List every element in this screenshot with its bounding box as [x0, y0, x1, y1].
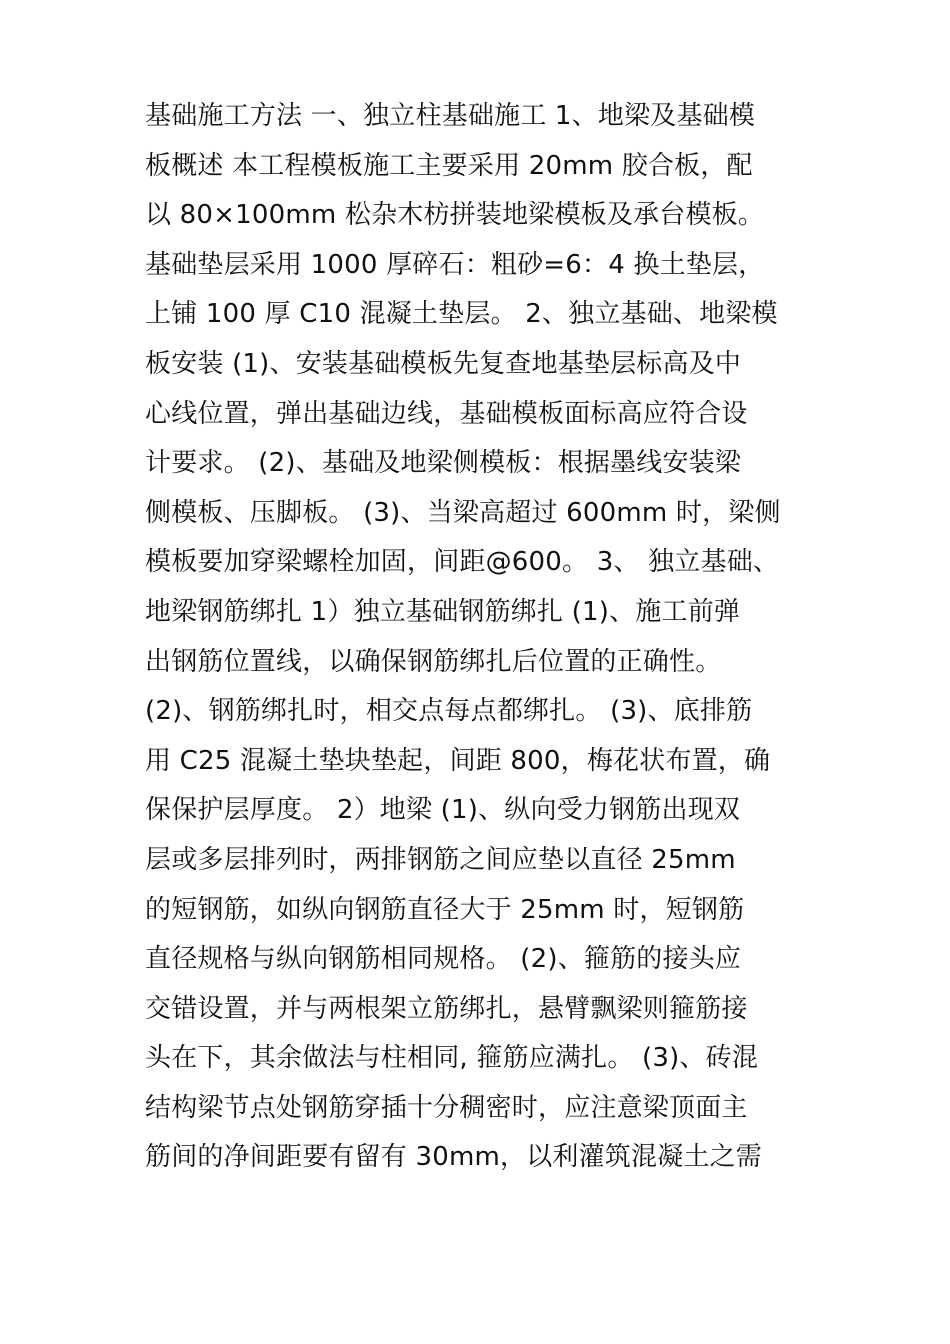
- text-line: 侧模板、压脚板。 (3)、当梁高超过 600mm 时，梁侧: [145, 497, 781, 528]
- text-line: 上铺 100 厚 C10 混凝土垫层。 2、独立基础、地梁模: [145, 299, 778, 330]
- text-line: 基础垫层采用 1000 厚碎石：粗砂=6：4 换土垫层，: [145, 249, 765, 280]
- text-line: 心线位置，弹出基础边线，基础模板面标高应符合设: [145, 398, 748, 429]
- text-line: 的短钢筋，如纵向钢筋直径大于 25mm 时，短钢筋: [145, 894, 745, 925]
- text-line: 以 80×100mm 松杂木枋拼装地梁模板及承台模板。: [145, 200, 765, 231]
- text-line: 用 C25 混凝土垫块垫起，间距 800，梅花状布置，确: [145, 745, 771, 776]
- text-line: 基础施工方法 一、独立柱基础施工 1、地梁及基础模: [145, 101, 756, 131]
- text-line: 板安装 (1)、安装基础模板先复查地基垫层标高及中: [145, 348, 742, 379]
- text-line: 地梁钢筋绑扎 1）独立基础钢筋绑扎 (1)、施工前弹: [145, 596, 741, 627]
- text-line: 交错设置，并与两根架立筋绑扎，悬臂飘梁则箍筋接: [145, 993, 748, 1024]
- text-line: 结构梁节点处钢筋穿插十分稠密时，应注意梁顶面主: [145, 1092, 748, 1123]
- text-line: 层或多层排列时，两排钢筋之间应垫以直径 25mm: [145, 844, 736, 875]
- text-line: 直径规格与纵向钢筋相同规格。 (2)、箍筋的接头应: [145, 944, 742, 975]
- text-line: 保保护层厚度。 2）地梁 (1)、纵向受力钢筋出现双: [145, 795, 741, 826]
- text-line: 头在下，其余做法与柱相同, 箍筋应满扎。 (3)、砖混: [145, 1043, 759, 1074]
- text-line: 板概述 本工程模板施工主要采用 20mm 胶合板，配: [145, 150, 753, 181]
- text-line: 出钢筋位置线，以确保钢筋绑扎后位置的正确性。: [145, 646, 722, 677]
- text-line: (2)、钢筋绑扎时，相交点每点都绑扎。 (3)、底排筋: [145, 696, 753, 727]
- text-line: 筋间的净间距要有留有 30mm，以利灌筑混凝土之需: [145, 1142, 763, 1173]
- text-line: 模板要加穿梁螺栓加固，间距@600。 3、 独立基础、: [145, 547, 780, 578]
- body-text: [145, 92, 815, 1183]
- text-line: 计要求。 (2)、基础及地梁侧模板：根据墨线安装梁: [145, 448, 742, 479]
